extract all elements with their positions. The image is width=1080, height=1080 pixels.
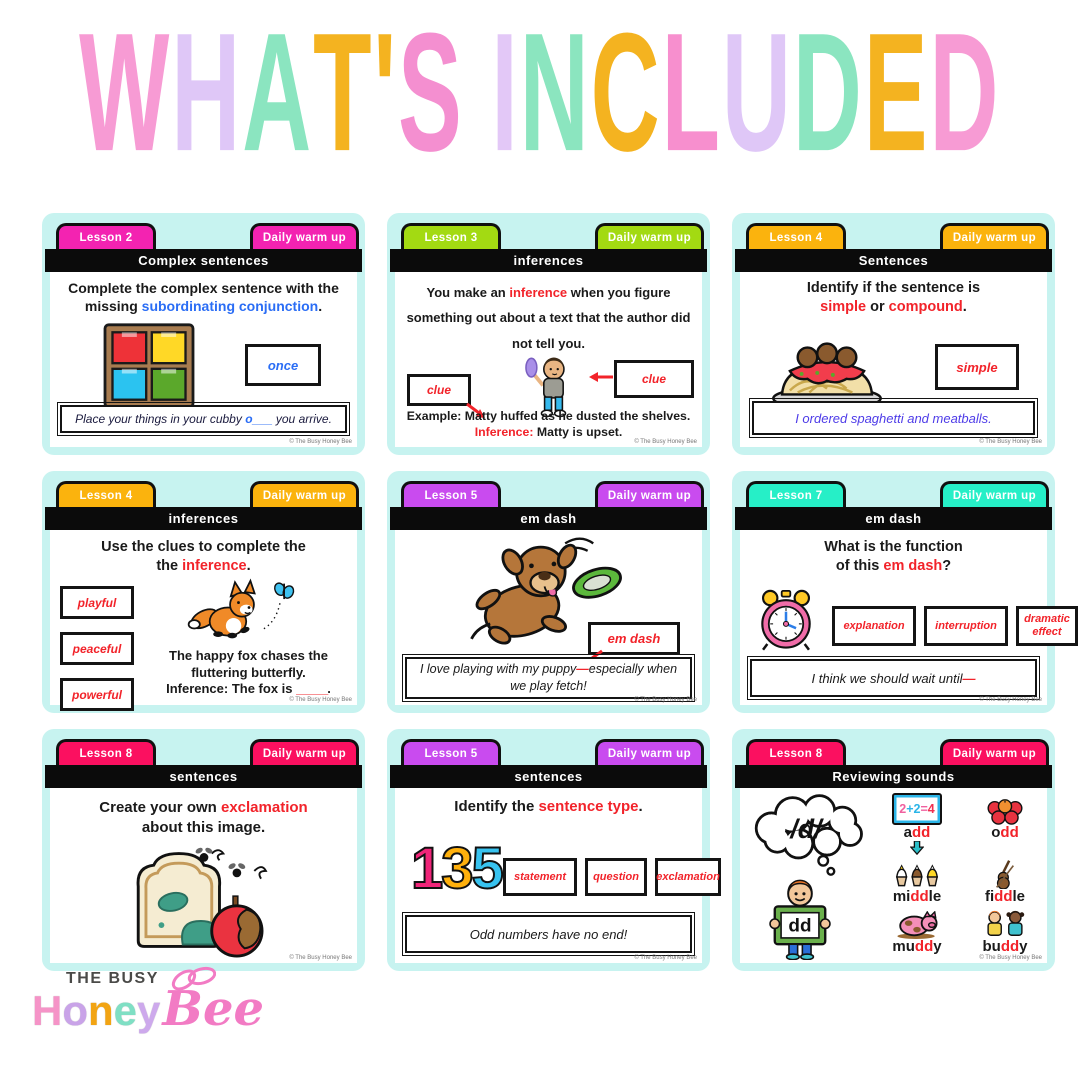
- logo-letter: n: [88, 987, 114, 1034]
- slide-card-lesson3-inferences: [387, 213, 710, 455]
- prompt-text: Identify the sentence type.: [454, 798, 643, 815]
- slide-body: [50, 788, 357, 963]
- buddies-icon: [982, 909, 1028, 939]
- title-letter: U: [722, 0, 794, 188]
- down-arrow-icon: [876, 841, 958, 855]
- logo-letter: o: [62, 987, 88, 1034]
- slide-body: [50, 272, 357, 447]
- options-list: [503, 858, 721, 896]
- lesson-tab: Lesson 5: [401, 481, 501, 507]
- slide-card-lesson5-sentences: [387, 729, 720, 971]
- daily-warm-up-tab: Daily warm up: [940, 739, 1049, 765]
- slide-card-lesson5-em-dash: [387, 471, 710, 713]
- option-box: explanation: [832, 606, 916, 646]
- busy-honey-bee-logo: [32, 970, 282, 1070]
- spaghetti-image: [768, 328, 886, 412]
- clue-arrow-right-icon: [587, 370, 615, 384]
- daily-warm-up-tab: Daily warm up: [595, 481, 704, 507]
- moldy-bread-apple-image: [116, 840, 292, 958]
- word-item-buddy: buddy: [964, 905, 1046, 955]
- slide-card-lesson4-sentences: [732, 213, 1055, 455]
- title-letter: W: [79, 0, 172, 188]
- credit-text: © The Busy Honey Bee: [979, 955, 1042, 961]
- slide-card-lesson7-em-dash: [732, 471, 1070, 713]
- alarm-clock-image: [748, 588, 824, 654]
- violin-icon: [993, 859, 1017, 889]
- daily-warm-up-tab: Daily warm up: [940, 223, 1049, 249]
- word-item-odd: odd: [964, 791, 1046, 841]
- option-box: statement: [503, 858, 577, 896]
- option-box: exclamation: [655, 858, 721, 896]
- answer-box: simple: [935, 344, 1019, 390]
- topic-bar: Reviewing sounds: [735, 765, 1052, 788]
- options-list: [832, 606, 1078, 646]
- title-letter: I: [491, 0, 520, 188]
- word-item-muddy: muddy: [876, 905, 958, 955]
- muddy-pig-icon: [895, 911, 939, 939]
- lesson-tab: Lesson 5: [401, 739, 501, 765]
- word-grid: [876, 791, 1046, 955]
- math-card-image: 2 + 2 = 4: [892, 793, 942, 825]
- slide-body: [395, 530, 702, 705]
- slide-card-lesson8-sentences: [42, 729, 365, 971]
- topic-bar: em dash: [735, 507, 1052, 530]
- title-letter: E: [864, 0, 930, 188]
- title-letter: S: [398, 0, 464, 188]
- fox-butterfly-image: [162, 578, 322, 644]
- daily-warm-up-tab: Daily warm up: [250, 223, 359, 249]
- option-box: powerful: [60, 678, 134, 711]
- options-list: [60, 586, 134, 711]
- option-box: peaceful: [60, 632, 134, 665]
- slide-body: [740, 788, 1047, 963]
- prompt-text: Complete the complex sentence with the missing subordinating conjunction.: [68, 280, 339, 315]
- em-dash-label-box: em dash: [588, 622, 680, 655]
- option-box: interruption: [924, 606, 1008, 646]
- numbers-image: 135: [411, 836, 502, 901]
- credit-text: © The Busy Honey Bee: [979, 697, 1042, 703]
- slide-card-lesson2-complex-sentences: [42, 213, 365, 455]
- logo-letter: e: [113, 987, 138, 1034]
- apples-icon: [984, 797, 1026, 825]
- daily-warm-up-tab: Daily warm up: [595, 223, 704, 249]
- logo-bee-text: Bee: [162, 981, 265, 1037]
- bee-wings-icon: [170, 966, 216, 992]
- clue-box-right: clue: [614, 360, 694, 398]
- title-letter: N: [519, 0, 591, 188]
- topic-bar: inferences: [45, 507, 362, 530]
- topic-bar: em dash: [390, 507, 707, 530]
- title-letter: C: [590, 0, 662, 188]
- slide-body: [395, 272, 702, 447]
- answer-box: once: [245, 344, 321, 386]
- page-title: [0, 0, 1080, 206]
- slide-card-lesson4-inferences: [42, 471, 365, 713]
- daily-warm-up-tab: Daily warm up: [940, 481, 1049, 507]
- slide-card-lesson8-reviewing-sounds: [732, 729, 1055, 971]
- prompt-text: What is the function of this em dash?: [824, 539, 963, 574]
- title-letter: A: [242, 0, 314, 188]
- topic-bar: Complex sentences: [45, 249, 362, 272]
- word-item-middle: middle: [876, 855, 958, 905]
- option-box: playful: [60, 586, 134, 619]
- credit-text: © The Busy Honey Bee: [979, 439, 1042, 445]
- option-box: dramatic effect: [1016, 606, 1078, 646]
- credit-text: © The Busy Honey Bee: [289, 439, 352, 445]
- sentence-box: I think we should wait until—: [750, 659, 1037, 697]
- boy-with-sign-image: [754, 878, 846, 960]
- cupcakes-icon: [893, 863, 941, 889]
- prompt-text: Identify if the sentence is simple or compound.: [806, 280, 981, 315]
- lesson-tab: Lesson 8: [746, 739, 846, 765]
- prompt-text: Create your own exclamation about this image.: [99, 799, 308, 836]
- daily-warm-up-tab: Daily warm up: [250, 481, 359, 507]
- title-letter: T: [313, 0, 374, 188]
- slides-grid: [42, 213, 1070, 971]
- sentence-box: I love playing with my puppy—especially when we play fetch!: [405, 657, 692, 699]
- logo-letter: y: [137, 987, 161, 1034]
- option-box: question: [585, 858, 647, 896]
- lesson-tab: Lesson 4: [746, 223, 846, 249]
- credit-text: © The Busy Honey Bee: [634, 955, 697, 961]
- word-item-fiddle: fiddle: [964, 855, 1046, 905]
- clue-box-left: clue: [407, 374, 471, 406]
- thought-cloud-image: [742, 790, 870, 878]
- caption-text: The happy fox chases the fluttering butterfly. Inference: The fox is _____.: [166, 648, 331, 696]
- word-item-add: 2 + 2 = 4 add: [876, 791, 958, 841]
- logo-top-text: THE BUSY: [66, 970, 159, 987]
- topic-bar: inferences: [390, 249, 707, 272]
- credit-text: © The Busy Honey Bee: [289, 955, 352, 961]
- svg-text:dd: dd: [788, 915, 812, 937]
- example-text: Example: Matty huffed as he dusted the shelves. Inference: Matty is upset.: [406, 408, 691, 440]
- slide-body: [740, 530, 1070, 705]
- slide-body: [50, 530, 357, 705]
- prompt-text: You make an inference when you figure something out about a text that the author did not tell you.: [406, 285, 691, 351]
- credit-text: © The Busy Honey Bee: [634, 697, 697, 703]
- lesson-tab: Lesson 4: [56, 481, 156, 507]
- lesson-tab: Lesson 8: [56, 739, 156, 765]
- title-letter: H: [171, 0, 243, 188]
- sentence-box: I ordered spaghetti and meatballs.: [752, 401, 1035, 435]
- topic-bar: sentences: [390, 765, 707, 788]
- topic-bar: Sentences: [735, 249, 1052, 272]
- daily-warm-up-tab: Daily warm up: [595, 739, 704, 765]
- slide-body: [740, 272, 1047, 447]
- lesson-tab: Lesson 3: [401, 223, 501, 249]
- logo-main-text: [32, 981, 282, 1037]
- sentence-box: Place your things in your cubby o___ you arrive.: [60, 405, 347, 433]
- cubby-image: [102, 322, 196, 410]
- slide-body: [395, 788, 720, 963]
- lesson-tab: Lesson 7: [746, 481, 846, 507]
- prompt-text: Use the clues to complete the the inference.: [101, 539, 306, 574]
- title-letter: L: [661, 0, 723, 188]
- title-letter: D: [793, 0, 865, 188]
- sentence-box: Odd numbers have no end!: [405, 915, 692, 953]
- credit-text: © The Busy Honey Bee: [634, 439, 697, 445]
- topic-bar: sentences: [45, 765, 362, 788]
- daily-warm-up-tab: Daily warm up: [250, 739, 359, 765]
- lesson-tab: Lesson 2: [56, 223, 156, 249]
- logo-letter: H: [32, 987, 63, 1034]
- title-letter: ': [373, 0, 399, 188]
- svg-text:/d/: /d/: [790, 813, 822, 844]
- credit-text: © The Busy Honey Bee: [289, 697, 352, 703]
- title-letter: D: [929, 0, 1001, 188]
